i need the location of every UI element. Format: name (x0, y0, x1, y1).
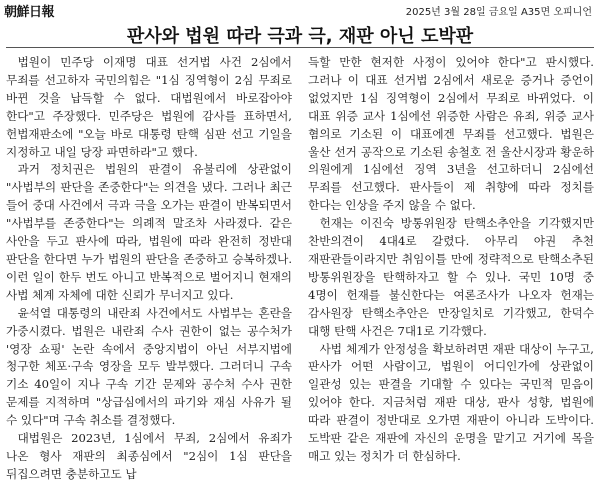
newspaper-logo: 朝鮮日報 (4, 5, 55, 20)
paragraph: 득할 만한 현저한 사정이 있어야 한다"고 판시했다. 그러나 이 대표 선거법 2심에서 새로운 증거나 증언이 없었지만 1심 징역형이 2심에서 무죄로 바뀌었다. 이 대표 위증 교사 1심에선 위증한 사람은 유죄, 위증 교사 혐의로 기소된 이 대표에겐 무죄를 선고했다. 법원은 울산 선거 공작으로 기소된 송철호 전 울산시장과 황운하 의원에게 1심에선 징역 3년을 선고하더니 2심에선 무죄를 선고했다. 판사들이 제 취향에 따라 정치를 한다는 인상을 주지 않을 수 없다. (308, 55, 594, 213)
paragraph: 헌재는 이진숙 방통위원장 탄핵소추안을 기각했지만 찬반의견이 4대4로 갈렸다. 아무리 야권 추천 재판관들이라지만 취임이틀 만에 정략적으로 탄핵소추된 방통위원장을 탄핵하자고 할 수 있나. 국민 10명 중 4명이 헌재를 불신한다는 여론조사가 나오자 헌재는 감사원장 탄핵소추안은 만장일치로 기각했고, 한덕수 대행 탄핵 사건은 7대1로 기각했다. (308, 216, 594, 338)
masthead (0, 0, 600, 18)
paragraph: 과거 정치권은 법원의 판결이 유불리에 상관없이 "사법부의 판단을 존중한다"는 의견을 냈다. 그러나 최근 들어 중대 사건에서 극과 극을 오가는 판결이 반복되면서 "사법부를 존중한다"는 의례적 말조차 사라졌다. 같은 사안을 두고 판사에 따라, 법원에 따라 완전히 정반대 판단을 한다면 누가 법원의 판단을 존중하고 승복하겠나. 이런 일이 한두 번도 아니고 반복적으로 벌어지니 현재의 사법 체계 자체에 대한 신뢰가 무너지고 있다. (6, 162, 292, 302)
paragraph: 대법원은 2023년, 1심에서 무죄, 2심에서 유죄가 나온 형사 재판의 최종심에서 "2심이 1심 판단을 뒤집으려면 충분하고도 납 (6, 431, 292, 481)
paragraph: 윤석열 대통령의 내란죄 사건에서도 사법부는 혼란을 가중시켰다. 법원은 내란죄 수사 권한이 없는 공수처가 '영장 쇼핑' 논란 속에서 중앙지법이 아닌 서부지법에 청구한 체포·구속 영장을 모두 발부했다. 그러더니 구속 기소 40일이 지나 구속 기간 문제와 공수처 수사 권한 문제를 지적하며 "상급심에서의 파기와 재심 사유가 될 수 있다"며 구속 취소를 결정했다. (6, 305, 292, 428)
headline-divider (6, 47, 594, 48)
paragraph: 법원이 민주당 이재명 대표 선거법 사건 2심에서 무죄를 선고하자 국민의힘은 "1심 징역형이 2심 무죄로 바뀐 것을 납득할 수 없다. 대법원에서 바로잡아야 한다"고 주장했다. 민주당은 법원에 감사를 표하면서, 헌법재판소에 "오늘 바로 대통령 탄핵 심판 선고 기일을 지정하고 내일 당장 파면하라"고 했다. (6, 55, 292, 159)
article-column-right (308, 54, 594, 466)
headline: 판사와 법원 따라 극과 극, 재판 아닌 도박판 (126, 26, 474, 47)
dateline: 2025년 3월 28일 금요일 A35면 오피니언 (405, 7, 592, 18)
article-column-left (6, 54, 292, 484)
paragraph: 사법 체계가 안정성을 확보하려면 재판 대상이 누구고, 판사가 어떤 사람이고, 법원이 어디인가에 상관없이 일관성 있는 판결을 기대할 수 있다는 국민적 믿음이 있어야 한다. 지금처럼 재판 대상, 판사 성향, 법원에 따라 판결이 정반대로 오가면 재판이 아니라 도박이다. 도박판 같은 재판에 자신의 운명을 맡기고 거기에 목을 매고 있는 정치가 더 한심하다. (308, 341, 594, 463)
